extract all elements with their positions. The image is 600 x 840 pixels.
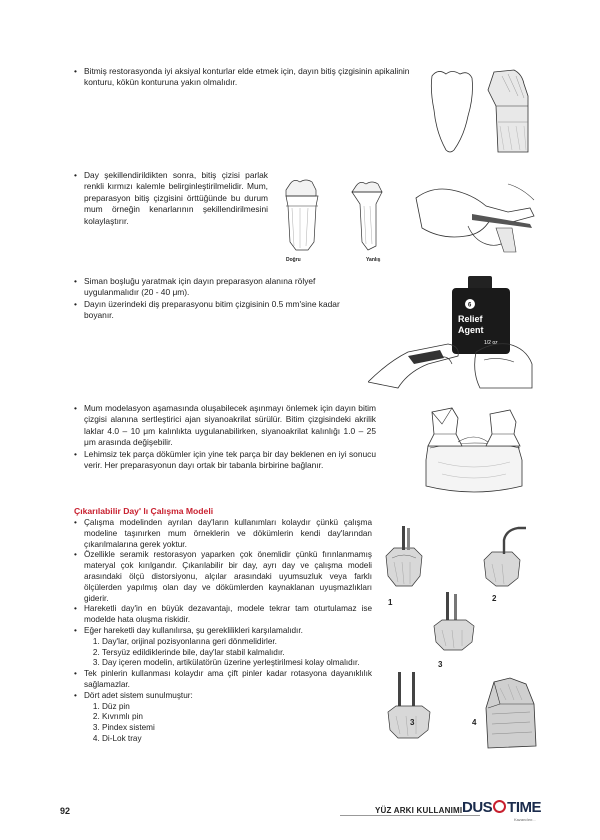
page-number: 92 [60,806,71,816]
section-title-removable-die: Çıkarılabilir Day' lı Çalışma Modeli [74,506,214,516]
pin-die-illustration [384,672,438,744]
di-lok-tray-illustration [480,674,540,754]
bullet-relief-space: • Siman boşluğu yaratmak için dayın preparasyon alanına rölyef uygulanmalıdır (20 - 40 μm). [74,276,364,299]
bottle-text-agent: Agent [458,325,484,335]
brand-tagline: Kazandırır... [514,817,536,822]
bullet-ease-of-use: • Çalışma modelinden ayrılan day'ların kullanımları kolaydır çünkü çalışma modeline taşınırken mum örneklerin ve dökümlerin kendi day'larından çıkarılmalarına gerek yoktur. [74,518,372,550]
footer-divider [340,815,480,816]
section-die-hardener [74,403,376,471]
section-finish-line-marking [74,170,268,227]
figure-number: 2 [492,594,497,603]
brand-text-time: TIME [507,799,542,816]
system-item: 1. Düz pin [102,702,372,713]
bullet-disadvantage: • Hareketli day'in en büyük dezavantajı, modele tekrar tam oturtulamaz ise modelde hata oluşma riskidir. [74,604,372,626]
hand-waxing-illustration [412,178,540,258]
bullet-axial-contours: • Bitmiş restorasyonda iyi aksiyal konturlar elde etmek için, dayın bitiş çizgisinin apikalinin konturu, kökün konturuna yakın olmalıdır. [74,66,422,89]
bullet-finish-line-marking: • Day şekillendirildikten sonra, bitiş çizisi parlak renkli kırmızı kalemle belirginleştirilmelidir. Mum, preparasyon bitiş çizgisini örttüğünde bu durum mum örneğin kenarlarının şekillendirilmesini kolaylaştırır. [74,170,268,227]
bullet-solderless-casting: • Lehimsiz tek parça dökümler için yine tek parça bir day beklenen en iyi sonucu verir. Her preparasyonun dayı ortak bir tabanla birbirine bağlanır. [74,449,376,472]
section-axial-contours [74,66,422,89]
svg-text:6: 6 [468,302,472,309]
figure-number: 3 [410,718,415,727]
section-relief-agent [74,276,364,322]
bullet-painting-die: • Dayın üzerindeki diş preparasyonu bitim çizgisinin 0.5 mm'sine kadar boyanır. [74,299,364,322]
figure-number: 4 [472,718,477,727]
systems-intro: Dört adet sistem sunulmuştur: [84,690,193,700]
bottle-text-relief: Relief [458,314,483,324]
brand-text-dus: DUS [462,799,493,816]
requirement-item: 2. Tersyüz edildiklerinde bile, day'lar stabil kalmalıdır. [102,648,372,659]
bullet-requirements [74,626,372,669]
label-correct: Doğru [286,257,301,263]
curved-pin-illustration [478,526,534,592]
brand-tooth-icon [493,800,506,813]
die-correct-wrong-illustration [272,176,400,258]
bullet-cyanoacrylate: • Mum modelasyon aşamasında oluşabilecek aşınmayı önlemek için dayın bitim çizgisi alanına sertleştirici ajan siyanoakrilat sürülür. Bitim çizgisindeki akrilik laklar 4.0 – 10 μm kalınlıkta uygulanabilirken, siyanoakrilat kalınlığı 1.0 – 25 μm arasında değişebilir. [74,403,376,449]
removable-die-list [74,518,372,745]
bottle-text-volume: 1/2 oz [484,340,498,346]
system-item: 2. Kıvrımlı pin [102,712,372,723]
pindex-system-illustration [430,592,482,656]
bullet-single-pins: • Tek pinlerin kullanması kolaydır ama çift pinler kadar rotasyona dayanıklılık sağlamazlar. [74,669,372,691]
bullet-ceramic: • Özellikle seramik restorasyon yaparken çok önemlidir çünkü fırınlanmamış materyal çok kırılgandır. Çıkarılabilir bir day, ayrı day ve çalışma modeli arasındaki ölçü distorsiyonu, alçılar arasındaki uyumsuzluk veya farklı ölçülerden yapılmış olan day ve dökümlerden kaynaklanan uyuşmazlıkları giderir. [74,550,372,604]
straight-pin-illustration [380,526,430,596]
figure-number: 1 [388,598,393,607]
system-item: 4. Di-Lok tray [102,734,372,745]
requirement-item: 1. Day'lar, orijinal pozisyonlarına geri dönmelidirler. [102,637,372,648]
system-item: 3. Pindex sistemi [102,723,372,734]
tooth-contour-illustration [424,66,536,158]
requirements-intro: Eğer hareketli day kullanılırsa, şu gereklilikleri karşılamalıdır. [84,625,303,635]
brand-logo [462,799,541,816]
common-base-die-illustration [418,402,530,498]
label-wrong: Yanlış [366,257,381,263]
footer-book-title: YÜZ ARKI KULLANIMI [375,806,463,815]
figure-number: 3 [438,660,443,669]
bullet-systems [74,691,372,745]
requirement-item: 3. Day içeren modelin, artikülatörün üzerine yerleştirilmesi kolay olmalıdır. [102,658,372,669]
relief-agent-illustration [368,272,534,390]
